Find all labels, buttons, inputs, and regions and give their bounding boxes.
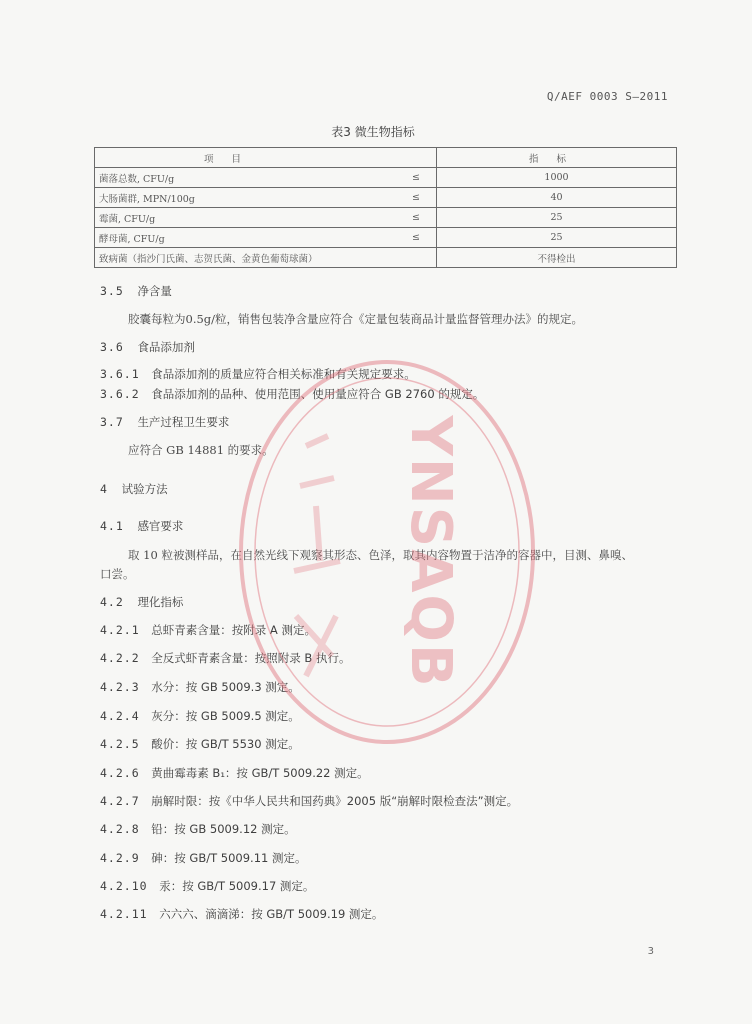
row-value: 25 [437, 228, 677, 248]
row-item: 霉菌, CFU/g [95, 208, 369, 228]
clause-line [100, 736, 300, 752]
clause-number: 4.2.6 [100, 766, 140, 780]
paragraph-text: 口尝。 [100, 567, 135, 581]
section-number: 4.2 [100, 595, 124, 609]
clause-text: 总虾青素含量：按附录 A 测定。 [151, 623, 316, 637]
row-op: ≤ [368, 168, 437, 188]
row-item: 致病菌（指沙门氏菌、志贺氏菌、金黄色葡萄球菌） [95, 248, 369, 268]
clause-text: 汞：按 GB/T 5009.17 测定。 [159, 879, 315, 893]
table-row [95, 208, 677, 228]
clause-number: 3.6.2 [100, 387, 140, 401]
section-number: 4 [100, 482, 108, 496]
clause-text: 砷：按 GB/T 5009.11 测定。 [151, 851, 307, 865]
clause-number: 4.2.9 [100, 851, 140, 865]
section-title: 生产过程卫生要求 [137, 415, 230, 429]
clause-number: 4.2.11 [100, 907, 148, 921]
clause-text: 水分：按 GB 5009.3 测定。 [151, 680, 300, 694]
standard-code: Q/AEF 0003 S—2011 [546, 90, 668, 103]
clause-line [100, 821, 296, 837]
clause-number: 3.6.1 [100, 367, 140, 381]
row-value: 40 [437, 188, 677, 208]
table-row [95, 168, 677, 188]
paragraph-text: 胶囊每粒为0.5g/粒，销售包装净含量应符合《定量包装商品计量监督管理办法》的规定。 [128, 312, 584, 326]
section-title: 试验方法 [121, 482, 168, 496]
page-number: 3 [647, 946, 654, 957]
clause-line [100, 708, 300, 724]
clause-text: 食品添加剂的质量应符合相关标准和有关规定要求。 [151, 367, 416, 381]
section-heading [100, 481, 168, 497]
clause-line [100, 650, 350, 666]
clause-text: 崩解时限：按《中华人民共和国药典》2005 版“崩解时限检查法”测定。 [151, 794, 519, 808]
row-item: 酵母菌, CFU/g [95, 228, 369, 248]
section-title: 食品添加剂 [137, 340, 195, 354]
clause-line [100, 793, 518, 809]
section-title: 感官要求 [137, 519, 184, 533]
section-number: 3.6 [100, 340, 124, 354]
row-op: ≤ [368, 188, 437, 208]
row-value: 不得检出 [437, 248, 677, 268]
section-number: 3.5 [100, 284, 124, 298]
clause-line [100, 366, 416, 382]
clause-line [100, 622, 316, 638]
clause-number: 4.2.2 [100, 651, 140, 665]
table-row [95, 188, 677, 208]
row-item: 大肠菌群, MPN/100g [95, 188, 369, 208]
clause-text: 酸价：按 GB/T 5530 测定。 [151, 737, 300, 751]
table-caption: 表3 微生物指标 [331, 125, 415, 139]
table-row [95, 248, 677, 268]
clause-line [100, 679, 300, 695]
section-number: 3.7 [100, 415, 124, 429]
clause-line [100, 878, 314, 894]
row-op [368, 248, 437, 268]
clause-number: 4.2.1 [100, 623, 140, 637]
clause-number: 4.2.4 [100, 709, 140, 723]
clause-text: 食品添加剂的品种、使用范围、使用量应符合 GB 2760 的规定。 [151, 387, 485, 401]
row-value: 25 [437, 208, 677, 228]
clause-number: 4.2.10 [100, 879, 148, 893]
section-heading [100, 283, 172, 299]
clause-number: 4.2.3 [100, 680, 140, 694]
clause-text: 全反式虾青素含量：按照附录 B 执行。 [151, 651, 351, 665]
header-item: 项目 [95, 148, 369, 168]
clause-text: 六六六、滴滴涕：按 GB/T 5009.19 测定。 [159, 907, 384, 921]
stamp-text: YNSAQB [398, 415, 463, 689]
section-heading [100, 594, 183, 610]
section-heading [100, 339, 195, 355]
row-op: ≤ [368, 208, 437, 228]
section-title: 理化指标 [137, 595, 184, 609]
row-item: 菌落总数, CFU/g [95, 168, 369, 188]
clause-number: 4.2.5 [100, 737, 140, 751]
clause-line [100, 906, 383, 922]
table-row [95, 228, 677, 248]
paragraph-text: 取 10 粒被测样品，在自然光线下观察其形态、色泽，取其内容物置于洁净的容器中，目测、鼻嗅、 [128, 548, 633, 562]
microbiology-table [94, 147, 677, 268]
row-op: ≤ [368, 228, 437, 248]
paragraph-text: 应符合 GB 14881 的要求。 [128, 443, 274, 457]
clause-number: 4.2.8 [100, 822, 140, 836]
row-value: 1000 [437, 168, 677, 188]
section-number: 4.1 [100, 519, 124, 533]
clause-line [100, 765, 369, 781]
table-header-row [95, 148, 677, 168]
header-op [368, 148, 437, 168]
section-title: 净含量 [137, 284, 172, 298]
section-heading [100, 518, 183, 534]
clause-text: 铅：按 GB 5009.12 测定。 [151, 822, 296, 836]
clause-line [100, 850, 307, 866]
header-value: 指标 [437, 148, 677, 168]
clause-text: 黄曲霉毒素 B₁：按 GB/T 5009.22 测定。 [151, 766, 369, 780]
clause-text: 灰分：按 GB 5009.5 测定。 [151, 709, 300, 723]
section-heading [100, 414, 229, 430]
clause-number: 4.2.7 [100, 794, 140, 808]
clause-line [100, 386, 484, 402]
